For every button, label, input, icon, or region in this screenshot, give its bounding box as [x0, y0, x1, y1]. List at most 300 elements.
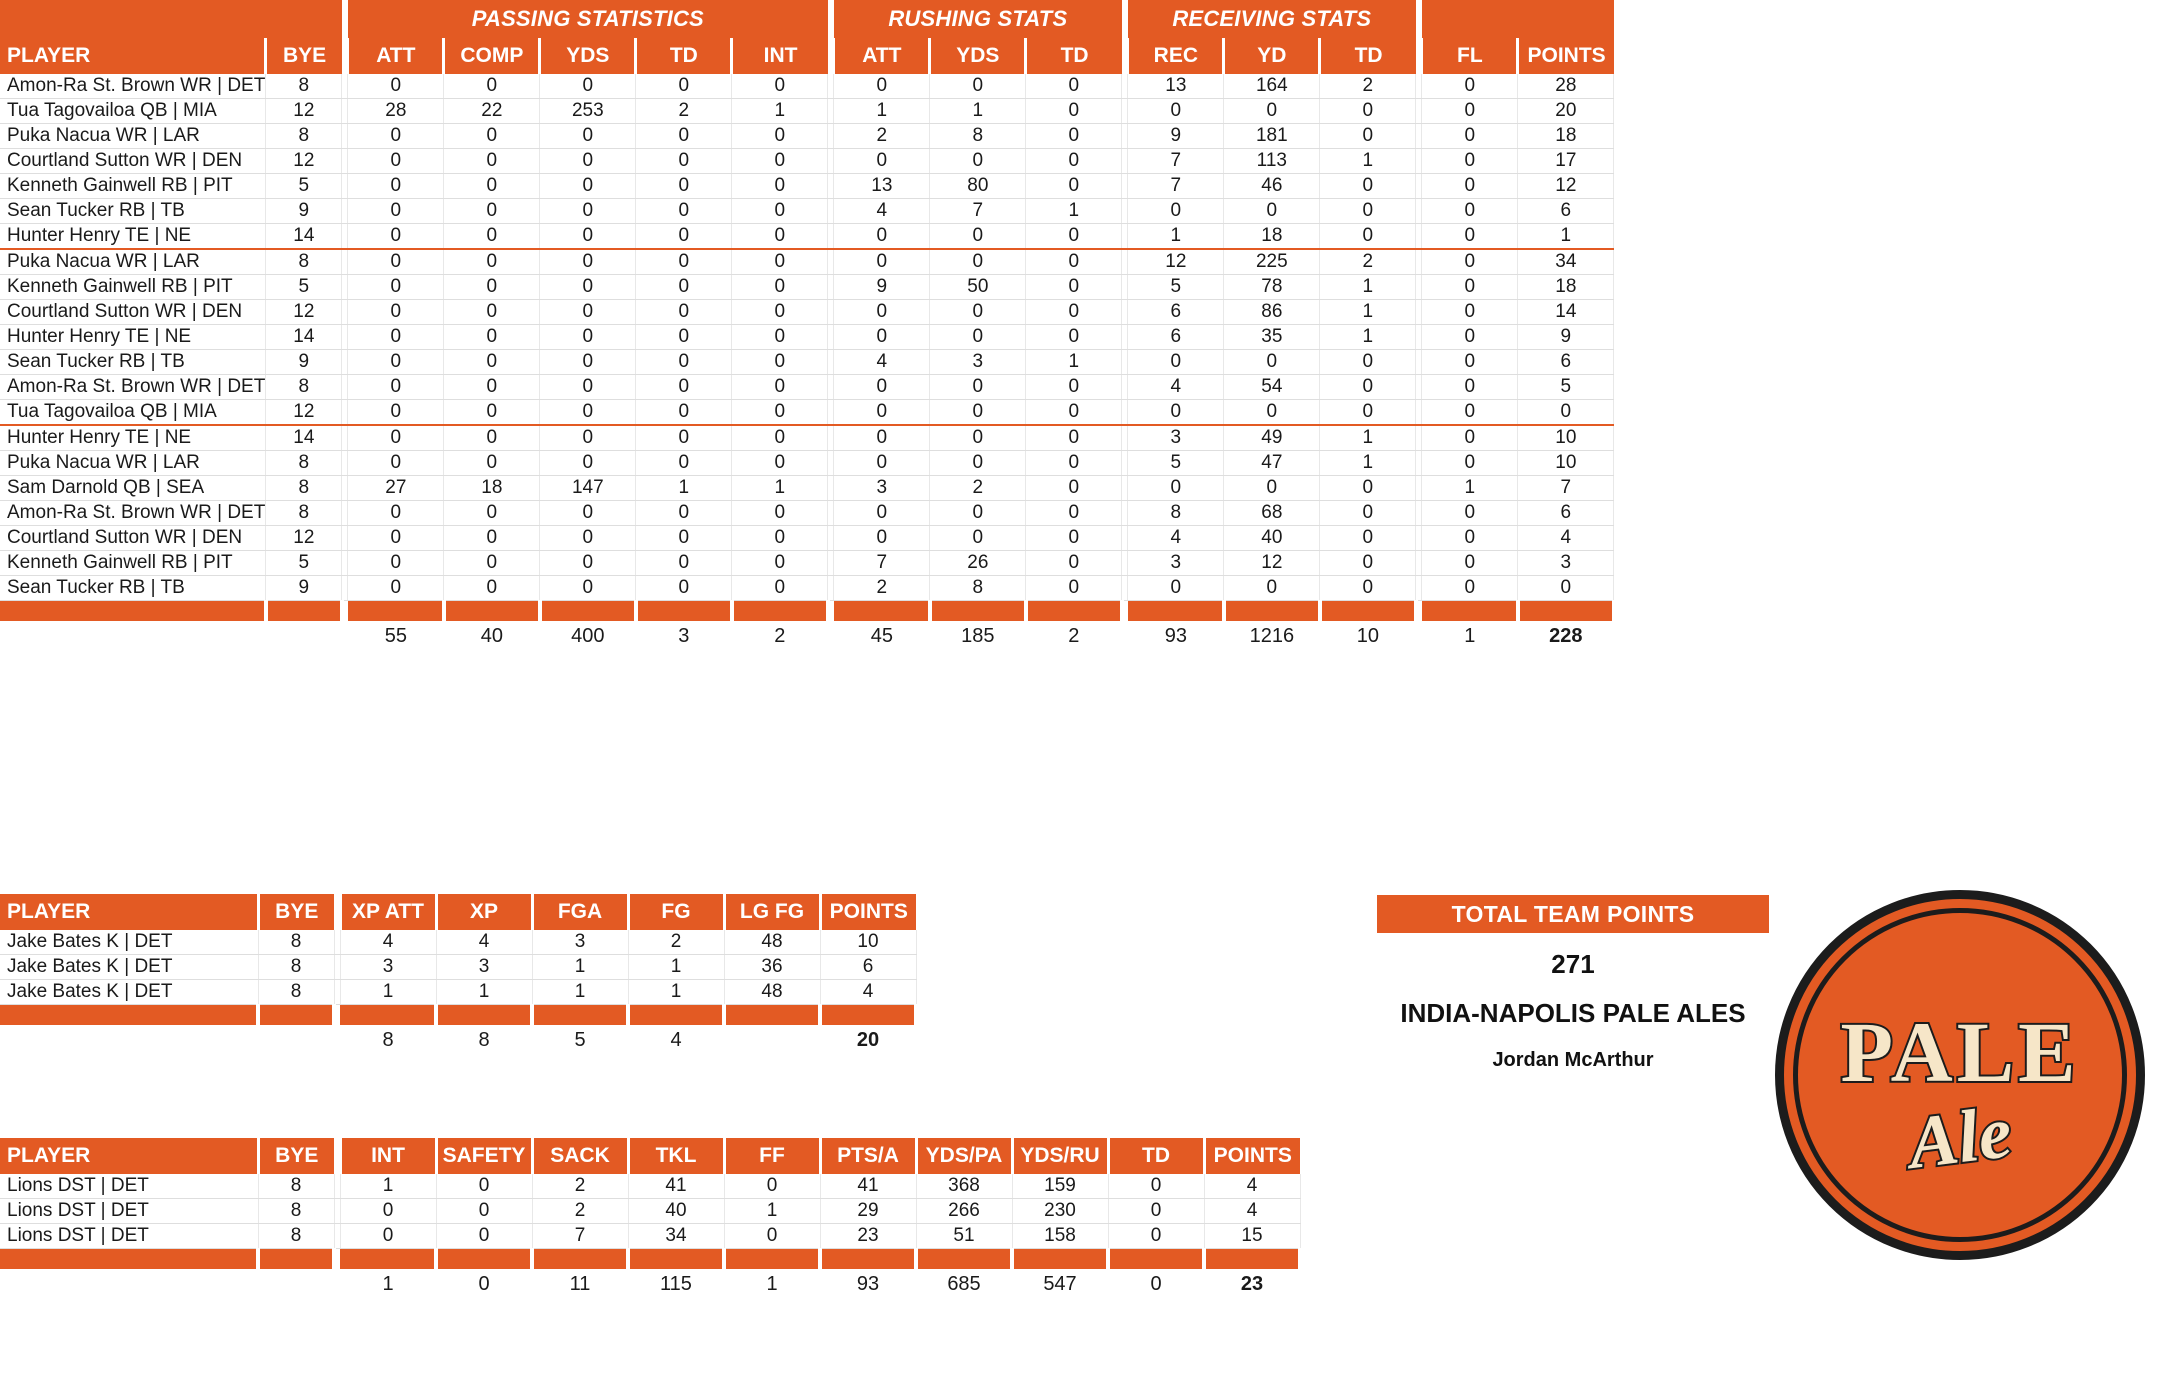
stat-cell: 0 — [1422, 526, 1518, 551]
stat-cell: 0 — [636, 174, 732, 199]
logo-text-ale: Ale — [1903, 1091, 2016, 1185]
stat-cell: 0 — [540, 300, 636, 325]
col-d-player[interactable]: PLAYER — [0, 1138, 258, 1174]
table-row[interactable] — [0, 576, 1614, 601]
stat-cell: 0 — [930, 74, 1026, 99]
stat-cell: 0 — [1518, 576, 1614, 601]
player-name-cell: Sean Tucker RB | TB — [0, 350, 266, 375]
table-row[interactable] — [0, 124, 1614, 149]
totals-row — [0, 1025, 916, 1055]
stat-cell: 0 — [732, 451, 828, 476]
col-d-ydsru[interactable]: YDS/RU — [1012, 1138, 1108, 1174]
total-cell: 40 — [444, 621, 540, 651]
stat-cell: 28 — [1518, 74, 1614, 99]
stat-cell: 0 — [1320, 99, 1416, 124]
table-row[interactable] — [0, 325, 1614, 350]
stat-cell: 3 — [1128, 551, 1224, 576]
stat-cell: 0 — [636, 451, 732, 476]
stat-cell: 3 — [1128, 425, 1224, 451]
table-row[interactable] — [0, 1224, 1300, 1249]
stat-cell: 41 — [820, 1174, 916, 1199]
stat-cell: 0 — [1128, 400, 1224, 426]
stat-cell: 40 — [628, 1199, 724, 1224]
stat-cell: 0 — [1422, 99, 1518, 124]
stat-cell: 0 — [540, 375, 636, 400]
stat-cell: 0 — [1422, 249, 1518, 275]
totals-spacer-cell — [930, 601, 1026, 621]
stat-cell: 0 — [1128, 99, 1224, 124]
stat-cell: 2 — [636, 99, 732, 124]
stat-cell: 0 — [834, 501, 930, 526]
totals-spacer-cell — [628, 1249, 724, 1269]
totals-spacer-cell — [1518, 601, 1614, 621]
stat-cell: 0 — [540, 275, 636, 300]
col-d-int[interactable]: INT — [340, 1138, 436, 1174]
stat-cell: 0 — [1224, 199, 1320, 224]
player-name-cell: Hunter Henry TE | NE — [0, 224, 266, 250]
table-row[interactable] — [0, 1199, 1300, 1224]
stat-cell: 22 — [444, 99, 540, 124]
col-rush-att[interactable]: ATT — [834, 38, 930, 74]
stat-cell: 47 — [1224, 451, 1320, 476]
stat-cell: 0 — [1320, 400, 1416, 426]
totals-spacer-cell — [0, 1249, 258, 1269]
stat-cell: 1 — [1422, 476, 1518, 501]
stat-cell: 4 — [1204, 1174, 1300, 1199]
stat-cell: 3 — [1518, 551, 1614, 576]
stat-cell: 13 — [834, 174, 930, 199]
table-row[interactable] — [0, 501, 1614, 526]
stat-cell: 0 — [348, 124, 444, 149]
table-row[interactable] — [0, 476, 1614, 501]
table-row[interactable] — [0, 249, 1614, 275]
stat-cell: 35 — [1224, 325, 1320, 350]
stat-cell: 0 — [732, 300, 828, 325]
stat-cell: 164 — [1224, 74, 1320, 99]
stat-cell: 0 — [444, 149, 540, 174]
group-header-receiving: RECEIVING STATS — [1128, 0, 1416, 38]
stat-cell: 2 — [1320, 74, 1416, 99]
stat-cell: 3 — [340, 955, 436, 980]
stat-cell: 0 — [732, 375, 828, 400]
stat-cell: 0 — [834, 300, 930, 325]
stat-cell: 12 — [1128, 249, 1224, 275]
col-k-lgfg[interactable]: LG FG — [724, 894, 820, 930]
stat-cell: 0 — [1026, 149, 1122, 174]
stat-cell: 0 — [540, 224, 636, 250]
player-name-cell: Courtland Sutton WR | DEN — [0, 300, 266, 325]
stat-cell: 0 — [732, 224, 828, 250]
stat-cell: 0 — [1320, 224, 1416, 250]
stat-cell: 1 — [1518, 224, 1614, 250]
player-name-cell: Jake Bates K | DET — [0, 930, 258, 955]
stat-cell: 2 — [532, 1199, 628, 1224]
stat-cell: 10 — [820, 930, 916, 955]
stat-cell: 0 — [1026, 526, 1122, 551]
stat-cell: 0 — [636, 224, 732, 250]
stat-cell: 1 — [532, 955, 628, 980]
stat-cell: 14 — [266, 325, 342, 350]
total-cell: 685 — [916, 1269, 1012, 1299]
table-row[interactable] — [0, 149, 1614, 174]
player-name-cell: Sam Darnold QB | SEA — [0, 476, 266, 501]
stat-cell: 0 — [930, 249, 1026, 275]
total-cell: 1 — [724, 1269, 820, 1299]
player-name-cell: Jake Bates K | DET — [0, 980, 258, 1005]
stat-cell: 4 — [1128, 526, 1224, 551]
stat-cell: 0 — [444, 124, 540, 149]
stat-cell: 2 — [834, 576, 930, 601]
dst-stats-table — [0, 1138, 1302, 1299]
stat-cell: 4 — [834, 350, 930, 375]
col-rush-yds[interactable]: YDS — [930, 38, 1026, 74]
totals-spacer-cell — [532, 1005, 628, 1025]
stat-cell: 18 — [1224, 224, 1320, 250]
total-points-cell: 228 — [1518, 621, 1614, 651]
stat-cell: 0 — [834, 224, 930, 250]
stat-cell: 266 — [916, 1199, 1012, 1224]
stat-cell: 0 — [1422, 300, 1518, 325]
stat-cell: 28 — [348, 99, 444, 124]
column-header-row — [0, 38, 1614, 74]
stat-cell: 0 — [1026, 275, 1122, 300]
col-rec-yd[interactable]: YD — [1224, 38, 1320, 74]
totals-spacer-row — [0, 1249, 1300, 1269]
stat-cell: 0 — [348, 224, 444, 250]
col-fl[interactable]: FL — [1422, 38, 1518, 74]
total-cell: 400 — [540, 621, 636, 651]
stat-cell: 46 — [1224, 174, 1320, 199]
table-row[interactable] — [0, 930, 916, 955]
stat-cell: 1 — [340, 1174, 436, 1199]
stat-cell: 13 — [1128, 74, 1224, 99]
stat-cell: 1 — [1320, 149, 1416, 174]
stat-cell: 15 — [1204, 1224, 1300, 1249]
stat-cell: 0 — [540, 451, 636, 476]
kicker-table-head — [0, 894, 916, 930]
col-rec[interactable]: REC — [1128, 38, 1224, 74]
total-cell — [724, 1025, 820, 1055]
totals-spacer-cell — [436, 1005, 532, 1025]
stat-cell: 8 — [258, 1199, 334, 1224]
col-k-fga[interactable]: FGA — [532, 894, 628, 930]
stat-cell: 0 — [348, 199, 444, 224]
col-k-fg[interactable]: FG — [628, 894, 724, 930]
stat-cell: 18 — [1518, 275, 1614, 300]
player-name-cell: Hunter Henry TE | NE — [0, 425, 266, 451]
totals-spacer-cell — [266, 601, 342, 621]
stat-cell: 36 — [724, 955, 820, 980]
stat-cell: 0 — [348, 350, 444, 375]
col-pass-comp[interactable]: COMP — [444, 38, 540, 74]
table-row[interactable] — [0, 526, 1614, 551]
stat-cell: 0 — [930, 224, 1026, 250]
stat-cell: 0 — [1422, 275, 1518, 300]
col-d-sack[interactable]: SACK — [532, 1138, 628, 1174]
stat-cell: 50 — [930, 275, 1026, 300]
stat-cell: 6 — [1128, 325, 1224, 350]
table-row[interactable] — [0, 275, 1614, 300]
player-name-cell: Lions DST | DET — [0, 1224, 258, 1249]
total-cell — [0, 1025, 258, 1055]
stat-cell: 4 — [1128, 375, 1224, 400]
stat-cell: 0 — [732, 199, 828, 224]
stat-cell: 0 — [636, 501, 732, 526]
table-row[interactable] — [0, 451, 1614, 476]
stat-cell: 0 — [636, 124, 732, 149]
table-row[interactable] — [0, 400, 1614, 426]
col-d-ff[interactable]: FF — [724, 1138, 820, 1174]
stat-cell: 0 — [732, 249, 828, 275]
table-row[interactable] — [0, 375, 1614, 400]
stat-cell: 9 — [266, 576, 342, 601]
table-row[interactable] — [0, 1174, 1300, 1199]
col-d-tkl[interactable]: TKL — [628, 1138, 724, 1174]
player-stats-table — [0, 0, 1616, 651]
total-cell: 10 — [1320, 621, 1416, 651]
stat-cell: 27 — [348, 476, 444, 501]
total-cell: 93 — [1128, 621, 1224, 651]
total-cell: 93 — [820, 1269, 916, 1299]
col-pass-td[interactable]: TD — [636, 38, 732, 74]
stat-cell: 17 — [1518, 149, 1614, 174]
col-k-bye[interactable]: BYE — [258, 894, 334, 930]
stat-cell: 0 — [1026, 224, 1122, 250]
stat-cell: 7 — [1128, 174, 1224, 199]
col-player[interactable]: PLAYER — [0, 38, 266, 74]
stat-cell: 0 — [636, 249, 732, 275]
stat-cell: 0 — [930, 501, 1026, 526]
col-k-points[interactable]: POINTS — [820, 894, 916, 930]
stat-cell: 9 — [266, 350, 342, 375]
total-team-points-value: 271 — [1551, 949, 1595, 979]
stat-cell: 68 — [1224, 501, 1320, 526]
stat-cell: 0 — [1320, 350, 1416, 375]
stat-cell: 0 — [1128, 350, 1224, 375]
stat-cell: 0 — [732, 124, 828, 149]
totals-spacer-cell — [1422, 601, 1518, 621]
group-header-blank-right — [1422, 0, 1614, 38]
stat-cell: 0 — [540, 576, 636, 601]
stat-cell: 0 — [636, 149, 732, 174]
stat-cell: 54 — [1224, 375, 1320, 400]
player-name-cell: Amon-Ra St. Brown WR | DET — [0, 501, 266, 526]
player-name-cell: Sean Tucker RB | TB — [0, 199, 266, 224]
stat-cell: 0 — [732, 350, 828, 375]
stat-cell: 48 — [724, 930, 820, 955]
col-k-xp[interactable]: XP — [436, 894, 532, 930]
stat-cell: 0 — [636, 375, 732, 400]
col-bye[interactable]: BYE — [266, 38, 342, 74]
stat-cell: 0 — [1026, 400, 1122, 426]
col-d-points[interactable]: POINTS — [1204, 1138, 1300, 1174]
stat-cell: 6 — [1518, 199, 1614, 224]
table-row[interactable] — [0, 199, 1614, 224]
stat-cell: 5 — [1128, 451, 1224, 476]
table-row[interactable] — [0, 300, 1614, 325]
col-pass-att[interactable]: ATT — [348, 38, 444, 74]
stat-cell: 0 — [1422, 451, 1518, 476]
total-points-cell: 23 — [1204, 1269, 1300, 1299]
totals-spacer-cell — [628, 1005, 724, 1025]
stat-cell: 0 — [1026, 74, 1122, 99]
stat-cell: 1 — [628, 980, 724, 1005]
col-rush-td[interactable]: TD — [1026, 38, 1122, 74]
stat-cell: 8 — [258, 1224, 334, 1249]
table-row[interactable] — [0, 224, 1614, 250]
totals-spacer-cell — [820, 1005, 916, 1025]
table-row[interactable] — [0, 551, 1614, 576]
table-row[interactable] — [0, 74, 1614, 99]
col-k-player[interactable]: PLAYER — [0, 894, 258, 930]
main-table-head — [0, 0, 1614, 74]
totals-row — [0, 1269, 1300, 1299]
table-row[interactable] — [0, 980, 916, 1005]
totals-spacer-cell — [1012, 1249, 1108, 1269]
stat-cell: 8 — [266, 74, 342, 99]
stat-cell: 0 — [732, 526, 828, 551]
stat-cell: 8 — [266, 124, 342, 149]
dst-table-head — [0, 1138, 1300, 1174]
stat-cell: 0 — [1108, 1224, 1204, 1249]
stat-cell: 0 — [540, 74, 636, 99]
totals-spacer-cell — [532, 1249, 628, 1269]
stat-cell: 0 — [732, 74, 828, 99]
stat-cell: 1 — [340, 980, 436, 1005]
stat-cell: 8 — [258, 930, 334, 955]
total-cell: 5 — [532, 1025, 628, 1055]
stat-cell: 0 — [444, 74, 540, 99]
stat-cell: 6 — [1518, 350, 1614, 375]
stat-cell: 0 — [636, 325, 732, 350]
stat-cell: 0 — [732, 425, 828, 451]
stat-cell: 51 — [916, 1224, 1012, 1249]
main-table-body — [0, 74, 1614, 651]
stat-cell: 0 — [732, 325, 828, 350]
stat-cell: 0 — [348, 451, 444, 476]
dst-table-body — [0, 1174, 1300, 1299]
stat-cell: 0 — [930, 149, 1026, 174]
stat-cell: 0 — [930, 526, 1026, 551]
stat-cell: 0 — [1422, 174, 1518, 199]
player-name-cell: Puka Nacua WR | LAR — [0, 249, 266, 275]
stat-cell: 0 — [732, 501, 828, 526]
totals-spacer-row — [0, 601, 1614, 621]
stat-cell: 0 — [732, 149, 828, 174]
stat-cell: 0 — [732, 174, 828, 199]
total-cell: 0 — [436, 1269, 532, 1299]
kicker-stats-table — [0, 894, 918, 1055]
stat-cell: 1 — [930, 99, 1026, 124]
stat-cell: 0 — [636, 400, 732, 426]
stat-cell: 0 — [732, 275, 828, 300]
col-d-ptsa[interactable]: PTS/A — [820, 1138, 916, 1174]
stat-cell: 0 — [540, 149, 636, 174]
col-d-ydspa[interactable]: YDS/PA — [916, 1138, 1012, 1174]
stat-cell: 0 — [1320, 375, 1416, 400]
stat-cell: 7 — [532, 1224, 628, 1249]
stat-cell: 7 — [834, 551, 930, 576]
total-team-points-title: TOTAL TEAM POINTS — [1377, 895, 1769, 933]
stat-cell: 2 — [628, 930, 724, 955]
stat-cell: 0 — [1320, 124, 1416, 149]
table-row[interactable] — [0, 955, 916, 980]
stat-cell: 0 — [1224, 99, 1320, 124]
stat-cell: 0 — [930, 325, 1026, 350]
stat-cell: 10 — [1518, 451, 1614, 476]
stat-cell: 0 — [540, 325, 636, 350]
player-name-cell: Amon-Ra St. Brown WR | DET — [0, 74, 266, 99]
player-name-cell: Kenneth Gainwell RB | PIT — [0, 174, 266, 199]
stat-cell: 1 — [1320, 325, 1416, 350]
stat-cell: 0 — [540, 124, 636, 149]
stat-cell: 5 — [266, 551, 342, 576]
stat-cell: 80 — [930, 174, 1026, 199]
col-d-bye[interactable]: BYE — [258, 1138, 334, 1174]
totals-spacer-cell — [0, 601, 266, 621]
col-d-safety[interactable]: SAFETY — [436, 1138, 532, 1174]
stat-cell: 0 — [1422, 74, 1518, 99]
total-cell: 1 — [1422, 621, 1518, 651]
stat-cell: 8 — [930, 124, 1026, 149]
col-points[interactable]: POINTS — [1518, 38, 1614, 74]
stat-cell: 0 — [1108, 1174, 1204, 1199]
stat-cell: 0 — [1422, 199, 1518, 224]
stat-cell: 0 — [348, 325, 444, 350]
stat-cell: 0 — [1026, 99, 1122, 124]
stat-cell: 1 — [636, 476, 732, 501]
totals-spacer-cell — [834, 601, 930, 621]
total-cell: 1216 — [1224, 621, 1320, 651]
group-header-row — [0, 0, 1614, 38]
stat-cell: 0 — [1224, 476, 1320, 501]
table-row[interactable] — [0, 174, 1614, 199]
col-k-xpatt[interactable]: XP ATT — [340, 894, 436, 930]
col-rec-td[interactable]: TD — [1320, 38, 1416, 74]
stat-cell: 0 — [930, 300, 1026, 325]
group-header-rushing: RUSHING STATS — [834, 0, 1122, 38]
stat-cell: 0 — [444, 375, 540, 400]
col-pass-int[interactable]: INT — [732, 38, 828, 74]
stat-cell: 0 — [348, 249, 444, 275]
stat-cell: 0 — [1108, 1199, 1204, 1224]
table-row[interactable] — [0, 425, 1614, 451]
stat-cell: 8 — [1128, 501, 1224, 526]
stat-cell: 0 — [1422, 375, 1518, 400]
player-name-cell: Lions DST | DET — [0, 1199, 258, 1224]
table-row[interactable] — [0, 350, 1614, 375]
group-header-passing: PASSING STATISTICS — [348, 0, 828, 38]
table-row[interactable] — [0, 99, 1614, 124]
stat-cell: 0 — [436, 1199, 532, 1224]
stat-cell: 12 — [266, 149, 342, 174]
stat-cell: 9 — [1128, 124, 1224, 149]
totals-row — [0, 621, 1614, 651]
col-pass-yds[interactable]: YDS — [540, 38, 636, 74]
stat-cell: 0 — [348, 526, 444, 551]
stat-cell: 0 — [834, 375, 930, 400]
col-d-td[interactable]: TD — [1108, 1138, 1204, 1174]
kicker-column-header-row — [0, 894, 916, 930]
total-cell — [266, 621, 342, 651]
stat-cell: 8 — [258, 1174, 334, 1199]
stat-cell: 0 — [732, 551, 828, 576]
player-name-cell: Jake Bates K | DET — [0, 955, 258, 980]
stat-cell: 0 — [444, 400, 540, 426]
stat-cell: 23 — [820, 1224, 916, 1249]
stat-cell: 0 — [1026, 124, 1122, 149]
totals-spacer-cell — [340, 1249, 436, 1269]
